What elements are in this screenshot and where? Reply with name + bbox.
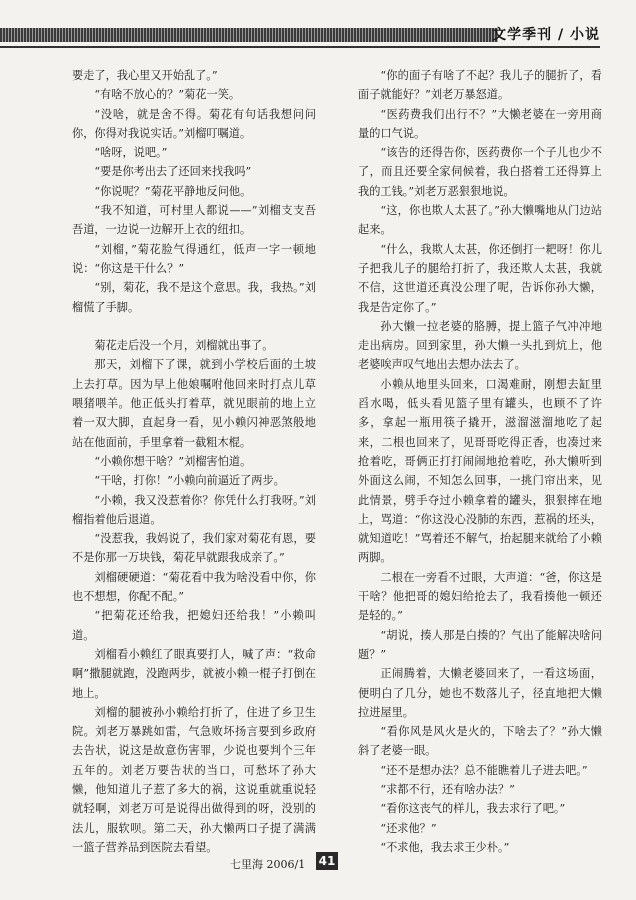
paragraph: “小赖，我又没惹着你？你凭什么打我呀。”刘榴指着他后退道。 [72,493,316,526]
paragraph: “你说呢？”菊花平静地反问他。 [94,184,252,198]
paragraph: “干啥，打你！”小赖向前逼近了两步。 [94,474,285,488]
paragraph: 二根在一旁看不过眼，大声道：“爸，你这是干啥？他把哥的媳妇给抢去了，我看揍他一顿还是轻的。” [358,570,602,623]
paragraph: “什么，我欺人太甚，你还倒打一耙呀！你儿子把我儿子的腿给打折了，我还欺人太甚，我就不信，这世道还真没公理了呢，告诉你孙大懒，我是告定你了。” [358,242,602,314]
paragraph: “这，你也欺人太甚了。”孙大懒嘴地从门边站起来。 [358,204,602,237]
paragraph: “有啥不放心的？”菊花一笑。 [94,88,241,102]
paragraph: “胡说，揍人那是白揍的？气出了能解决啥问题？” [358,628,602,661]
paragraph: 那天，刘榴下了课，就到小学校后面的土坡上去打草。因为早上他娘嘱咐他回来时打点儿草喂猪喂羊。他正低头打着草，就见眼前的地上立着一双大脚，直起身一看，见小赖闪神恶煞般地站在他面前，手里拿着一截粗木棍。 [72,358,316,449]
paragraph: “该告的还得告你，医药费你一个子儿也少不了，而且还要全家伺候着，我白搭着工还得算上我的工钱。”刘老万恶狠狠地说。 [358,146,602,198]
paragraph: “啥呀，说吧。” [94,146,168,160]
paragraph: “刘榴，”菊花脸气得通红，低声一字一顿地说：“你这是干什么？” [72,242,316,275]
paragraph: “还不是想办法？总不能瞧着儿子进去吧。” [380,763,588,777]
paragraph: “要是你考出去了还回来找我吗” [94,165,252,179]
paragraph: “求都不行，还有啥办法？” [380,782,515,796]
page-number: 41 [316,852,338,870]
paragraph: “你的面子有啥了不起？我儿子的腿折了，看面子就能好？”刘老万暴怒道。 [358,69,602,102]
paragraph: “看你风是风火是火的，下啥去了？”孙大懒斜了老婆一眼。 [358,725,602,758]
header-decoration-bar [0,28,498,42]
paragraph: “还求他？” [380,821,437,835]
paragraph: “别，菊花，我不是这个意思。我，我热。”刘榴慌了手脚。 [72,281,316,314]
text-column-left [72,66,316,856]
paragraph: “把菊花还给我，把媳妇还给我！”小赖叫道。 [72,609,316,642]
paragraph: “没惹我，我妈说了，我们家对菊花有恩，要不是你那一万块钱，菊花早就跟我成亲了。” [72,532,316,565]
header-divider [0,46,600,48]
footer-magazine-issue: 七里海 2006/1 [230,858,306,871]
paragraph: 刘榴看小赖红了眼真要打人，喊了声：“救命啊”撒腿就跑，没跑两步，就被小赖一棍子打倒在地上。 [72,647,316,700]
paragraph: 要走了，我心里又开始乱了。” [72,69,218,82]
paragraph: 菊花走后没一个月，刘榴就出事了。 [94,339,274,353]
section-title: 文学季刊 / 小说 [492,27,600,43]
text-column-right [358,66,602,856]
paragraph: “医药费我们出行不？”大懒老婆在一旁用商量的口气说。 [358,107,602,140]
paragraph: “没啥，就是舍不得。菊花有句话我想问问你，你得对我说实话。”刘榴叮嘱道。 [72,107,316,140]
paragraph: 小赖从地里头回来，口渴难耐，刚想去缸里舀水喝，低头看见篮子里有罐头，也顾不了许多，拿起一瓶用筷子撬开，滋溜滋溜地吃了起来，二根也回来了，见哥哥吃得正香，也凑过来抢着吃，哥俩正打打闹闹地抢着吃，孙大懒听到外面这么闹，不知怎么回事，一挑门帘出来，见此情景，劈手夺过小赖拿着的罐头，狠狠摔在地上，骂道：“你这没心没肺的东西，惹祸的坯头，就知道吃！”骂着还不解气，抬起腿来就给了小赖两脚。 [358,377,602,565]
paragraph: 刘榴硬硬道：“菊花看中我为啥没看中你，你也不想想，你配不配。” [72,570,316,604]
paragraph: 刘榴的腿被孙小赖给打折了，住进了乡卫生院。刘老万暴跳如雷，气急败坏扬言要到乡政府去告状，说这是故意伤害罪，少说也要判个三年五年的。刘老万要告状的当口，可愁坏了孙大懒，他知道儿子惹了多大的祸，这说重就重说轻就轻啊，刘老万可是说得出做得到的呀，没别的法儿，服软呗。第二天，孙大懒两口子提了满满一篮子营养品到医院去看望。 [72,705,316,854]
paragraph: “看你这丧气的样儿，我去求行了吧。” [380,802,566,816]
paragraph: “不求他，我去求王少朴。” [380,840,510,854]
paragraph: “小赖你想干啥？”刘榴害怕道。 [94,454,252,468]
paragraph: 孙大懒一拉老婆的胳膊，提上篮子气冲冲地走出病房。回到家里，孙大懒一头扎到炕上，他老婆唉声叹气地出去想办法去了。 [358,319,602,372]
paragraph: 正闹腾着，大懒老婆回来了，一看这场面，便明白了几分，她也不数落儿子，径直地把大懒拉进屋里。 [358,667,602,719]
paragraph: “我不知道，可村里人都说——”刘榴支支吾吾道，一边说一边解开上衣的纽扣。 [72,204,316,237]
